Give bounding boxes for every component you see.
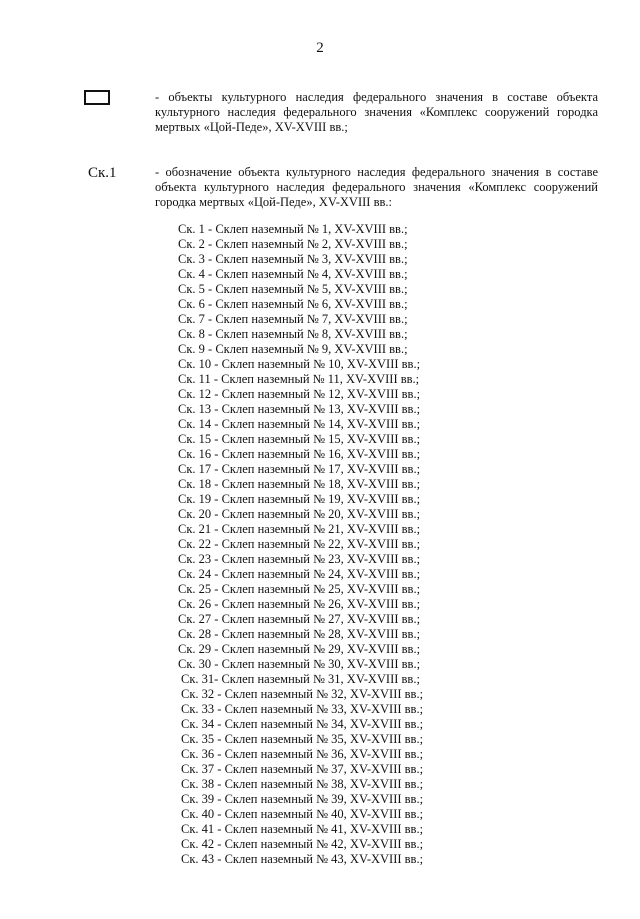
list-item: Ск. 24 - Склеп наземный № 24, XV-XVIII вв.; [178, 567, 421, 581]
list-item: Ск. 13 - Склеп наземный № 13, XV-XVIII вв.; [178, 402, 421, 416]
list-item: Ск. 39 - Склеп наземный № 39, XV-XVIII вв.; [181, 792, 424, 806]
list-item: Ск. 31- Склеп наземный № 31, XV-XVIII вв.; [181, 672, 420, 686]
list-item: Ск. 21 - Склеп наземный № 21, XV-XVIII вв.; [178, 522, 421, 536]
list-item: Ск. 10 - Склеп наземный № 10, XV-XVIII вв.; [178, 357, 421, 371]
list-item: Ск. 26 - Склеп наземный № 26, XV-XVIII вв.; [178, 597, 421, 611]
list-item: Ск. 17 - Склеп наземный № 17, XV-XVIII вв.; [178, 462, 421, 476]
list-item: Ск. 30 - Склеп наземный № 30, XV-XVIII вв.; [178, 657, 421, 671]
list-item: Ск. 25 - Склеп наземный № 25, XV-XVIII вв.; [178, 582, 421, 596]
list-item: Ск. 35 - Склеп наземный № 35, XV-XVIII вв.; [181, 732, 424, 746]
list-item: Ск. 23 - Склеп наземный № 23, XV-XVIII вв.; [178, 552, 421, 566]
list-item: Ск. 7 - Склеп наземный № 7, XV-XVIII вв.; [178, 312, 408, 326]
list-item: Ск. 29 - Склеп наземный № 29, XV-XVIII вв.; [178, 642, 421, 656]
page-number: 2 [316, 40, 324, 56]
list-item: Ск. 42 - Склеп наземный № 42, XV-XVIII вв.; [181, 837, 424, 851]
list-item: Ск. 18 - Склеп наземный № 18, XV-XVIII вв.; [178, 477, 421, 491]
list-item: Ск. 38 - Склеп наземный № 38, XV-XVIII вв.; [181, 777, 424, 791]
list-item: Ск. 20 - Склеп наземный № 20, XV-XVIII вв.; [178, 507, 421, 521]
list-item: Ск. 27 - Склеп наземный № 27, XV-XVIII вв.; [178, 612, 421, 626]
list-item: Ск. 4 - Склеп наземный № 4, XV-XVIII вв.; [178, 267, 408, 281]
legend-code-label: Ск.1 [88, 165, 117, 181]
list-item: Ск. 2 - Склеп наземный № 2, XV-XVIII вв.; [178, 237, 408, 251]
list-item: Ск. 36 - Склеп наземный № 36, XV-XVIII вв.; [181, 747, 424, 761]
list-item: Ск. 14 - Склеп наземный № 14, XV-XVIII вв.; [178, 417, 421, 431]
list-item: Ск. 15 - Склеп наземный № 15, XV-XVIII вв.; [178, 432, 421, 446]
list-item: Ск. 19 - Склеп наземный № 19, XV-XVIII вв.; [178, 492, 421, 506]
legend-rectangle-symbol [84, 90, 110, 105]
list-item: Ск. 12 - Склеп наземный № 12, XV-XVIII вв.; [178, 387, 421, 401]
list-item: Ск. 34 - Склеп наземный № 34, XV-XVIII вв.; [181, 717, 424, 731]
list-item: Ск. 37 - Склеп наземный № 37, XV-XVIII вв.; [181, 762, 424, 776]
legend-item-designation: - обозначение объекта культурного наследия федерального значения в составе объекта культурного наследия федерального значения «Комплекс сооружений городка мертвых «Цой-Педе», XV-XVIII вв.: [155, 165, 598, 209]
list-item: Ск. 33 - Склеп наземный № 33, XV-XVIII вв.; [181, 702, 424, 716]
list-item: Ск. 28 - Склеп наземный № 28, XV-XVIII вв.; [178, 627, 421, 641]
list-item: Ск. 22 - Склеп наземный № 22, XV-XVIII вв.; [178, 537, 421, 551]
list-item: Ск. 16 - Склеп наземный № 16, XV-XVIII вв.; [178, 447, 421, 461]
list-item: Ск. 43 - Склеп наземный № 43, XV-XVIII вв.; [181, 852, 424, 866]
list-item: Ск. 41 - Склеп наземный № 41, XV-XVIII вв.; [181, 822, 424, 836]
list-item: Ск. 3 - Склеп наземный № 3, XV-XVIII вв.; [178, 252, 408, 266]
list-item: Ск. 11 - Склеп наземный № 11, XV-XVIII вв.; [178, 372, 420, 386]
list-item: Ск. 1 - Склеп наземный № 1, XV-XVIII вв.; [178, 222, 408, 236]
list-item: Ск. 6 - Склеп наземный № 6, XV-XVIII вв.; [178, 297, 408, 311]
list-item: Ск. 8 - Склеп наземный № 8, XV-XVIII вв.; [178, 327, 408, 341]
list-item: Ск. 9 - Склеп наземный № 9, XV-XVIII вв.; [178, 342, 408, 356]
list-item: Ск. 32 - Склеп наземный № 32, XV-XVIII вв.; [181, 687, 424, 701]
list-item: Ск. 40 - Склеп наземный № 40, XV-XVIII вв.; [181, 807, 424, 821]
crypt-list [178, 222, 423, 867]
legend-item-heritage-objects: - объекты культурного наследия федерального значения в составе объекта культурного наследия федерального значения «Комплекс сооружений городка мертвых «Цой-Педе», XV-XVIII вв.; [155, 90, 598, 134]
list-item: Ск. 5 - Склеп наземный № 5, XV-XVIII вв.; [178, 282, 408, 296]
